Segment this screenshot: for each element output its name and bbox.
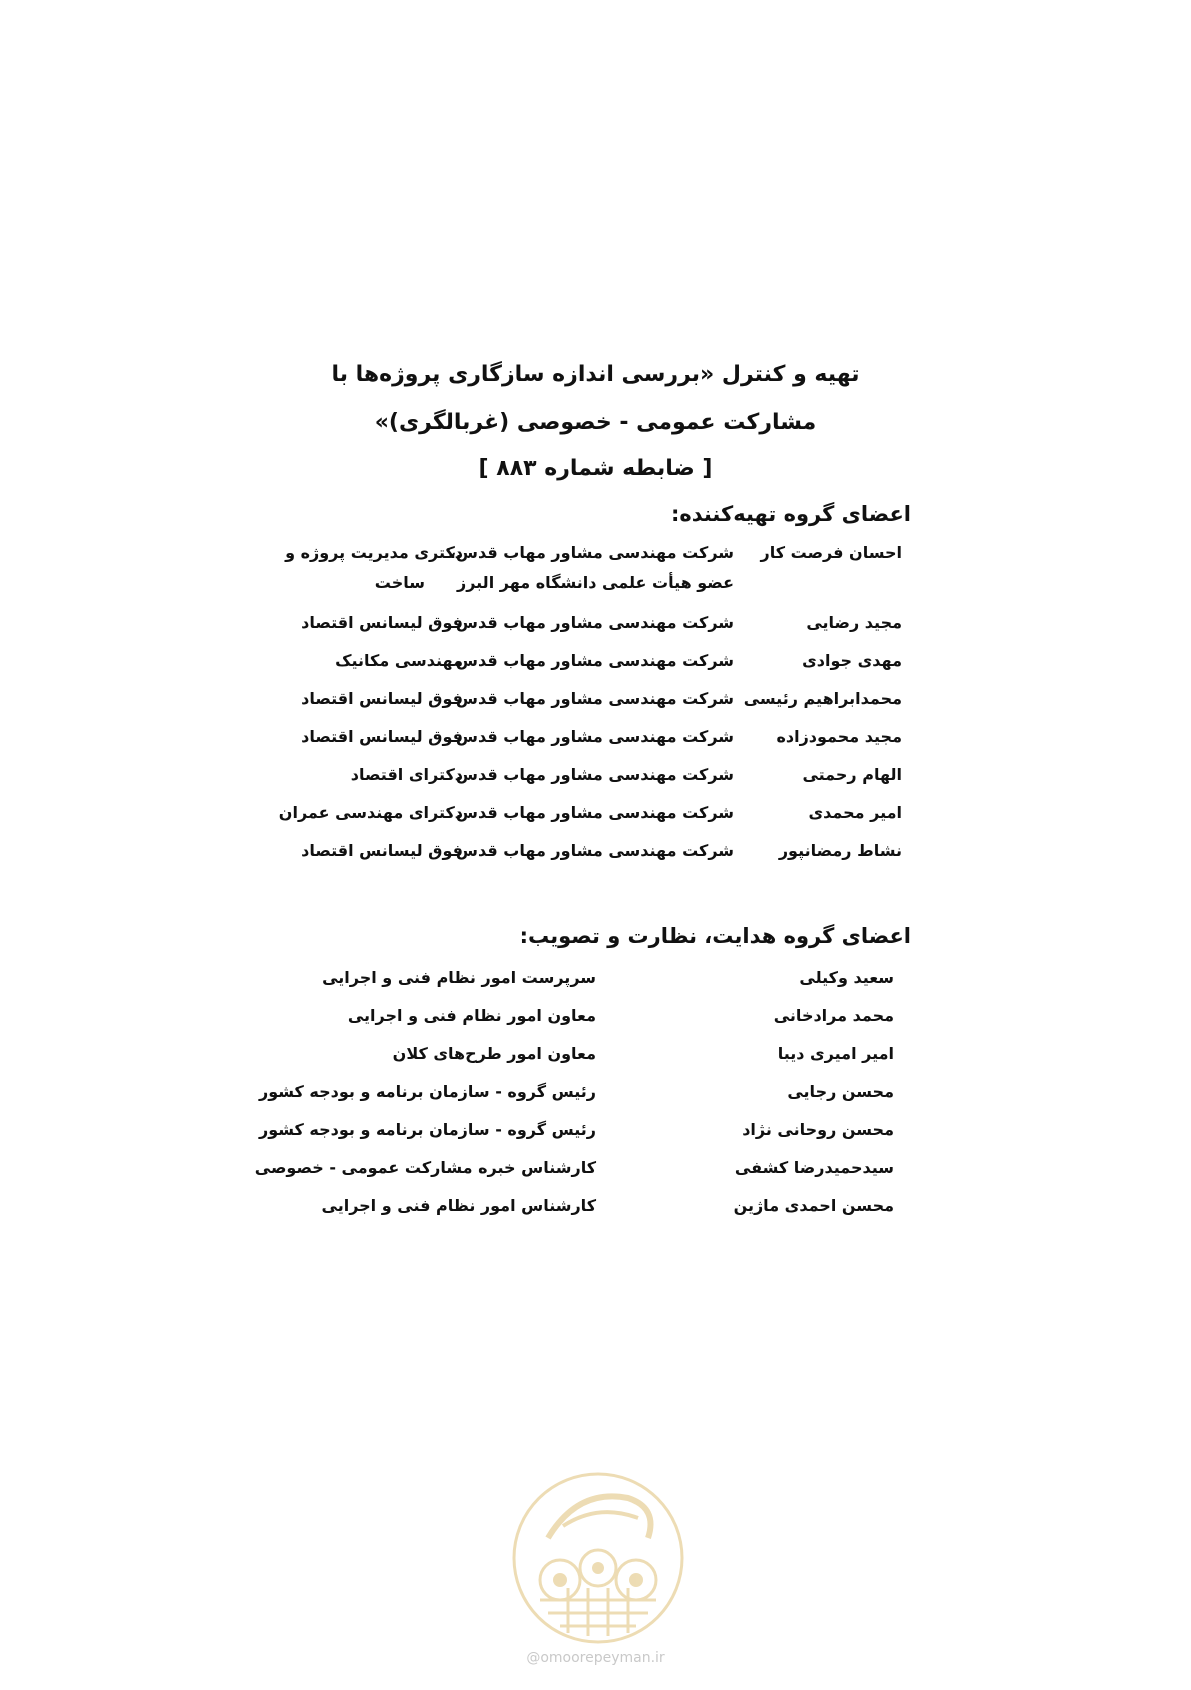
preparer-degree: دکترای اقتصاد	[350, 765, 463, 784]
preparer-row	[0, 689, 1191, 729]
document-title-line-2: مشارکت عمومی - خصوصی (غربالگری)»	[374, 410, 817, 435]
supervisor-position: سرپرست امور نظام فنی و اجرایی	[322, 968, 596, 987]
supervisor-name: امیر امیری دیبا	[777, 1044, 894, 1063]
preparer-organization: شرکت مهندسی مشاور مهاب قدس	[455, 651, 734, 670]
supervisor-row	[0, 1082, 1191, 1122]
preparer-organization-2: عضو هیأت علمی دانشگاه مهر البرز	[456, 573, 734, 592]
preparer-row	[0, 765, 1191, 805]
supervisors-heading: اعضای گروه هدایت، نظارت و تصویب:	[519, 924, 911, 948]
preparer-degree: فوق لیسانس اقتصاد	[301, 727, 463, 746]
supervisor-name: محسن روحانی نژاد	[742, 1120, 894, 1139]
supervisor-position: رئیس گروه - سازمان برنامه و بودجه کشور	[258, 1120, 596, 1139]
supervisor-row	[0, 1120, 1191, 1160]
supervisor-name: سعید وکیلی	[799, 968, 894, 987]
supervisor-name: محسن احمدی ماژین	[733, 1196, 894, 1215]
preparer-row	[0, 543, 1191, 592]
preparer-organization: شرکت مهندسی مشاور مهاب قدس	[455, 727, 734, 746]
preparer-degree: دکترای مهندسی عمران	[278, 803, 463, 822]
supervisor-position: معاون امور طرح‌های کلان	[392, 1044, 596, 1063]
preparer-name: مهدی جوادی	[802, 651, 902, 670]
preparers-heading: اعضای گروه تهیه‌کننده:	[670, 502, 911, 526]
standard-number: [ ضابطه شماره ۸۸۳ ]	[478, 456, 713, 481]
preparer-degree: مهندسی مکانیک	[335, 651, 463, 670]
preparer-organization: شرکت مهندسی مشاور مهاب قدس	[455, 803, 734, 822]
preparer-degree: فوق لیسانس اقتصاد	[301, 841, 463, 860]
supervisor-name: سیدحمیدرضا کشفی	[734, 1158, 894, 1177]
supervisor-position: رئیس گروه - سازمان برنامه و بودجه کشور	[258, 1082, 596, 1101]
watermark-url: @omoorepeyman.ir	[526, 1650, 665, 1666]
preparer-degree-2: ساخت	[374, 573, 425, 592]
preparer-name: مجید رضایی	[806, 613, 902, 632]
supervisor-row	[0, 1196, 1191, 1236]
supervisor-row	[0, 1158, 1191, 1198]
preparer-name: نشاط رمضانپور	[778, 841, 902, 860]
supervisor-name: محسن رجایی	[787, 1082, 894, 1101]
supervisor-name: محمد مرادخانی	[773, 1006, 894, 1025]
preparer-row	[0, 803, 1191, 843]
watermark-logo-icon	[508, 1468, 688, 1648]
supervisor-position: کارشناس امور نظام فنی و اجرایی	[321, 1196, 596, 1215]
preparer-row	[0, 841, 1191, 881]
supervisor-position: کارشناس خبره مشارکت عمومی - خصوصی	[254, 1158, 596, 1177]
supervisor-row	[0, 1044, 1191, 1084]
preparer-row	[0, 727, 1191, 767]
supervisor-row	[0, 968, 1191, 1008]
preparer-organization: شرکت مهندسی مشاور مهاب قدس	[455, 765, 734, 784]
preparer-organization: شرکت مهندسی مشاور مهاب قدس	[455, 613, 734, 632]
preparer-organization: شرکت مهندسی مشاور مهاب قدس،	[449, 543, 734, 562]
preparer-row	[0, 613, 1191, 653]
preparer-name: الهام رحمتی	[802, 765, 902, 784]
supervisor-position: معاون امور نظام فنی و اجرایی	[347, 1006, 596, 1025]
supervisor-row	[0, 1006, 1191, 1046]
preparer-name: محمدابراهیم رئیسی	[743, 689, 902, 708]
preparer-name: احسان فرصت کار	[760, 543, 902, 562]
preparer-degree: فوق لیسانس اقتصاد	[301, 613, 463, 632]
preparer-organization: شرکت مهندسی مشاور مهاب قدس	[455, 689, 734, 708]
preparer-row	[0, 651, 1191, 691]
preparer-name: امیر محمدی	[808, 803, 902, 822]
document-title-line-1: تهیه و کنترل «بررسی اندازه سازگاری پروژه‌ها با	[331, 362, 860, 387]
preparer-name: مجید محمودزاده	[776, 727, 902, 746]
preparer-degree: دکتری مدیریت پروژه و	[285, 543, 463, 562]
preparer-degree: فوق لیسانس اقتصاد	[301, 689, 463, 708]
preparer-organization: شرکت مهندسی مشاور مهاب قدس	[455, 841, 734, 860]
